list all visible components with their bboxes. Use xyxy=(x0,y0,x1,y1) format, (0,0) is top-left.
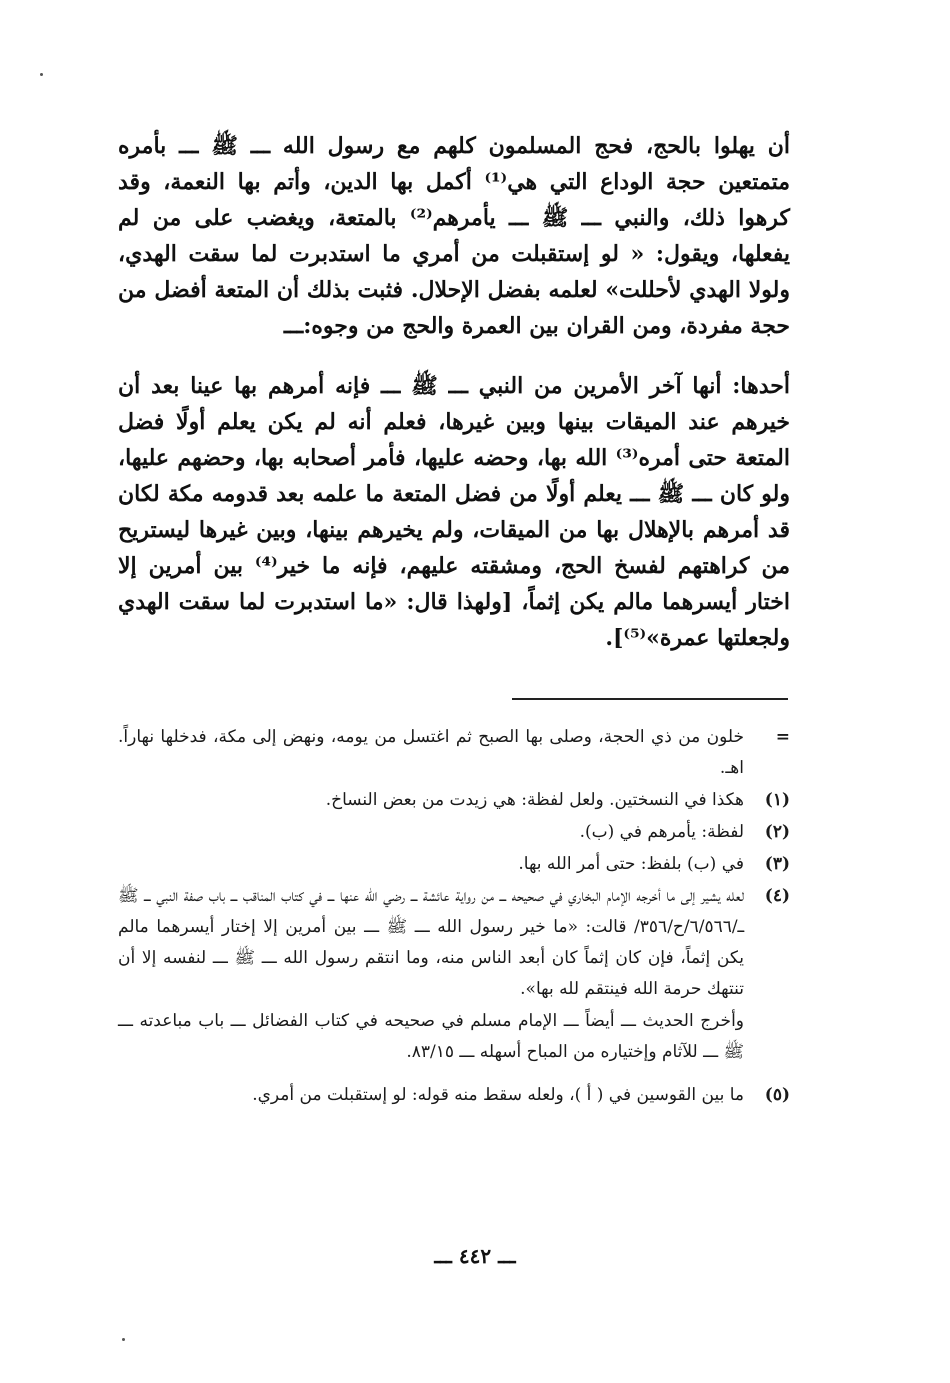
main-text xyxy=(118,128,790,656)
page-number: ـــ ٤٤٢ ـــ xyxy=(434,1244,516,1268)
footnote-text: هكذا في النسختين. ولعل لفظة: هي زيدت من بعض النساخ. xyxy=(325,790,744,810)
footnote-number: (٢) xyxy=(764,822,790,842)
footnote-4 xyxy=(118,881,790,1005)
footnote-text: لفظة: يأمرهم في (ب). xyxy=(579,822,744,842)
footnote-text: لعله يشير إلى ما أخرجه الإمام البخاري في صحيحه ـــ من رواية عائشة ـــ رضي الله عنها ـــ في كتاب المناقب ـــ باب صفة النبي ـــ ﷺ ـــ/٦/٥٦٦/ح/٣٥٦/ قالت: «ما خير رسول الله ـــ ﷺ ـــ بين أمرين إلا إختار أيسرهما مالم يكن إثماً، فإن كان إثماً كان أبعد الناس منه، وما انتقم رسول الله ـــ ﷺ ـــ لنفسه إلا أن تنتهك حرمة الله فينتقم لله بها». xyxy=(118,886,744,999)
footnote-number: (٥) xyxy=(764,1085,790,1105)
main-paragraph: أن يهلوا بالحج، فحج المسلمون كلهم مع رسول الله ـــ ﷺ ـــ بأمره متمتعين حجة الوداع التي هي⁽¹⁾ أكمل بها الدين، وأتم بها النعمة، وقد كرهوا ذلك، والنبي ـــ ﷺ ـــ يأمرهم⁽²⁾ بالمتعة، ويغضب على من لم يفعلها، ويقول: « لو إستقبلت من أمري ما استدبرت لما سقت الهدي، ولولا الهدي لأحللت» لعلمه بفضل الإحلال. فثبت بذلك أن المتعة أفضل من حجة مفردة، ومن القران بين العمرة والحج من وجوه:ـــ xyxy=(118,133,790,339)
footnote-2 xyxy=(118,817,790,848)
footnote-4-continuation: وأخرج الحديث ـــ أيضاً ـــ الإمام مسلم في صحيحه في كتاب الفضائل ـــ باب مباعدته ـــ ﷺ ـــ للآثام وإختياره من المباح أسهله ـــ ٨٣/١٥. xyxy=(118,1011,744,1062)
footnote-3 xyxy=(118,849,790,880)
footnote-divider xyxy=(512,698,788,700)
footnote-text: في (ب) بلفظ: حتى أمر الله بها. xyxy=(518,854,744,874)
scan-speck xyxy=(122,1338,125,1341)
footnote-1 xyxy=(118,785,790,816)
footnote-number: (٣) xyxy=(764,854,790,874)
footnotes xyxy=(118,722,790,1112)
footnote-5 xyxy=(118,1080,790,1111)
scan-speck xyxy=(40,73,43,76)
footnote-carry-over xyxy=(118,722,790,784)
footnote-text: خلون من ذي الحجة، وصلى بها الصبح ثم اغتسل من يومه، ونهض إلى مكة، فدخلها نهاراً. اهـ. xyxy=(118,727,744,778)
carry-over-marker: = xyxy=(775,727,790,747)
footnote-number: (١) xyxy=(764,790,790,810)
footnote-number: (٤) xyxy=(764,886,790,906)
footnote-text: ما بين القوسين في ( أ )، ولعله سقط منه قوله: لو إستقبلت من أمري. xyxy=(252,1085,744,1105)
main-paragraph: أحدها: أنها آخر الأمرين من النبي ـــ ﷺ ـــ فإنه أمرهم بها عينا بعد أن خيرهم عند الميقات بينها وبين غيرها، فعلم أنه لم يكن يعلم أولًا فضل المتعة حتى أمره⁽³⁾ الله بها، وحضه عليها، فأمر أصحابه بها، وحضهم عليها، ولو كان ـــ ﷺ ـــ يعلم أولًا من فضل المتعة ما علمه بعد قدومه مكة لكان قد أمرهم بالإهلال بها من الميقات، ولم يخيرهم بينها، وبين غيرها ليستريح من كراهتهم لفسخ الحج، ومشقته عليهم، فإنه ما خير⁽⁴⁾ بين أمرين إلا اختار أيسرهما مالم يكن إثماً، [ولهذا قال: «ما استدبرت لما سقت الهدي ولجعلتها عمرة»⁽⁵⁾]. xyxy=(118,373,790,651)
